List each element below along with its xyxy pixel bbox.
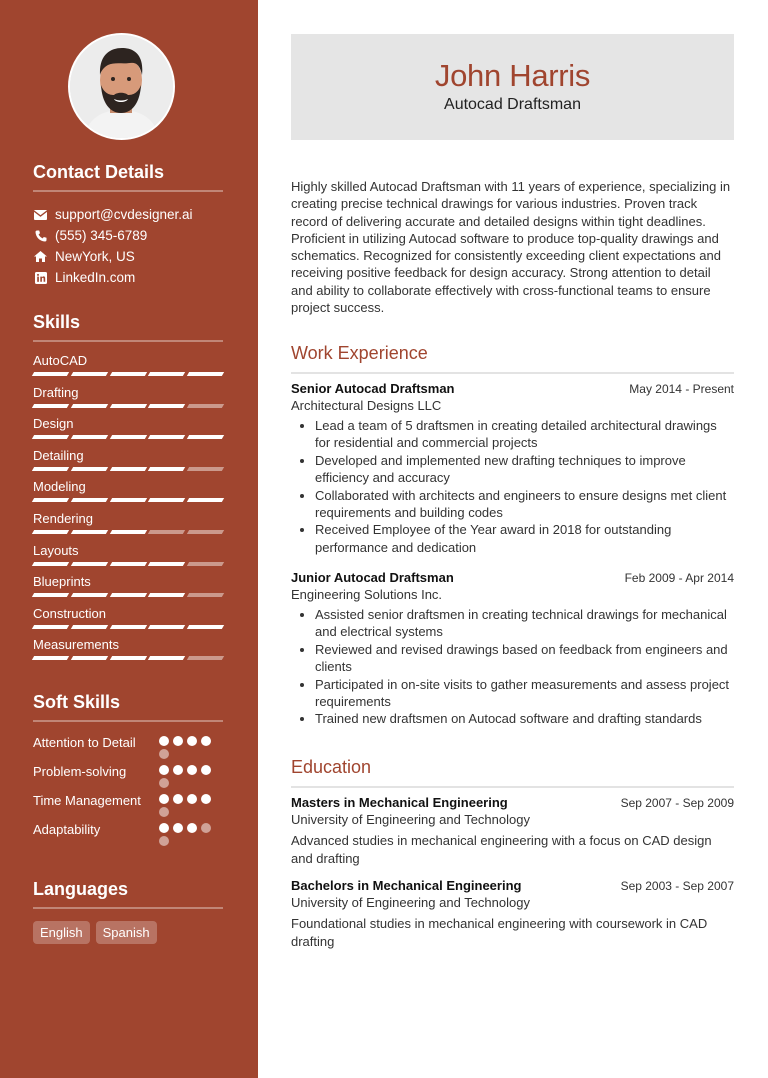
skill-level-segment xyxy=(187,467,224,471)
job-entry xyxy=(291,570,734,728)
soft-skill-item xyxy=(33,734,223,759)
job-dates: May 2014 - Present xyxy=(629,382,734,396)
rating-dot xyxy=(159,765,169,775)
skill-level-segment xyxy=(148,562,185,566)
skill-level-bar xyxy=(33,435,223,439)
soft-skill-item xyxy=(33,821,223,846)
skill-level-segment xyxy=(109,372,146,376)
profile-photo xyxy=(70,35,173,138)
rating-dot xyxy=(159,794,169,804)
skill-name: Design xyxy=(33,416,74,432)
skills-list xyxy=(33,353,223,669)
soft-skill-name: Problem-solving xyxy=(33,764,127,779)
soft-skill-rating xyxy=(159,792,223,817)
phone-icon xyxy=(33,228,48,243)
skill-level-bar xyxy=(33,656,223,660)
contact-email[interactable] xyxy=(33,204,223,225)
rating-dot xyxy=(159,836,169,846)
education-description: Advanced studies in mechanical engineering with a focus on CAD design and drafting xyxy=(291,833,712,866)
soft-skill-rating xyxy=(159,821,223,846)
soft-skill-item xyxy=(33,792,223,817)
school-name: University of Engineering and Technology xyxy=(291,812,530,827)
skill-level-segment xyxy=(32,562,69,566)
skill-level-bar xyxy=(33,593,223,597)
skill-level-segment xyxy=(148,656,185,660)
skill-level-segment xyxy=(32,593,69,597)
skill-level-segment xyxy=(109,435,146,439)
soft-skill-name: Attention to Detail xyxy=(33,735,136,750)
skill-level-segment xyxy=(71,562,108,566)
envelope-icon xyxy=(33,207,48,222)
degree-title: Bachelors in Mechanical Engineering xyxy=(291,878,522,893)
soft-skills-title: Soft Skills xyxy=(33,692,223,722)
skill-level-bar xyxy=(33,498,223,502)
contact-location-text: NewYork, US xyxy=(55,249,135,264)
contact-phone[interactable] xyxy=(33,225,223,246)
languages-section xyxy=(33,879,223,944)
skill-level-bar xyxy=(33,562,223,566)
skill-level-segment xyxy=(32,372,69,376)
avatar xyxy=(68,33,175,140)
skill-level-segment xyxy=(109,467,146,471)
skill-level-bar xyxy=(33,530,223,534)
skill-level-segment xyxy=(71,404,108,408)
name-header xyxy=(291,34,734,140)
language-tag: English xyxy=(33,921,90,944)
job-bullet: • Trained new draftsmen on Autocad software and drafting standards xyxy=(315,710,734,727)
rating-dot xyxy=(159,823,169,833)
skill-level-segment xyxy=(148,625,185,629)
rating-dot xyxy=(187,794,197,804)
skill-level-bar xyxy=(33,625,223,629)
skill-level-segment xyxy=(71,656,108,660)
rating-dot xyxy=(173,794,183,804)
skill-level-segment xyxy=(187,562,224,566)
skill-level-segment xyxy=(71,593,108,597)
skill-level-segment xyxy=(109,498,146,502)
education-entry xyxy=(291,795,734,867)
soft-skills-section xyxy=(33,692,223,850)
skill-level-segment xyxy=(148,404,185,408)
languages-title: Languages xyxy=(33,879,223,909)
soft-skill-rating xyxy=(159,763,223,788)
skill-level-segment xyxy=(109,656,146,660)
skill-name: Drafting xyxy=(33,384,79,400)
skill-level-segment xyxy=(32,530,69,534)
contact-section xyxy=(33,162,223,288)
job-bullet: • Collaborated with architects and engineers to ensure designs met client requirements and building codes xyxy=(315,487,734,522)
rating-dot xyxy=(201,736,211,746)
rating-dot xyxy=(187,736,197,746)
skill-level-segment xyxy=(71,625,108,629)
contact-email-text: support@cvdesigner.ai xyxy=(55,207,193,222)
job-dates: Feb 2009 - Apr 2014 xyxy=(624,571,734,585)
rating-dot xyxy=(187,765,197,775)
skill-level-segment xyxy=(32,625,69,629)
job-bullet: • Reviewed and revised drawings based on feedback from engineers and clients xyxy=(315,641,734,676)
education-title: Education xyxy=(291,757,734,788)
skill-level-segment xyxy=(32,404,69,408)
skill-level-segment xyxy=(187,593,224,597)
languages-list xyxy=(33,921,223,944)
skills-title: Skills xyxy=(33,312,223,342)
skill-item xyxy=(33,416,223,448)
skill-item xyxy=(33,479,223,511)
skill-item xyxy=(33,637,223,669)
contact-location xyxy=(33,246,223,267)
skill-item xyxy=(33,543,223,575)
skill-name: Modeling xyxy=(33,479,86,495)
skills-section xyxy=(33,312,223,669)
skill-level-segment xyxy=(109,404,146,408)
skill-item xyxy=(33,448,223,480)
skill-level-segment xyxy=(187,498,224,502)
work-experience-title: Work Experience xyxy=(291,343,734,374)
skill-level-segment xyxy=(109,562,146,566)
rating-dot xyxy=(173,765,183,775)
rating-dot xyxy=(173,736,183,746)
skill-name: Layouts xyxy=(33,542,79,558)
skill-level-segment xyxy=(32,467,69,471)
language-tag: Spanish xyxy=(96,921,157,944)
skill-level-segment xyxy=(109,530,146,534)
contact-linkedin-text: LinkedIn.com xyxy=(55,270,136,285)
school-name: University of Engineering and Technology xyxy=(291,895,530,910)
rating-dot xyxy=(159,736,169,746)
skill-level-segment xyxy=(71,435,108,439)
sidebar xyxy=(0,0,258,1078)
education-entry xyxy=(291,878,734,950)
rating-dot xyxy=(201,823,211,833)
skill-level-segment xyxy=(187,656,224,660)
contact-phone-text: (555) 345-6789 xyxy=(55,228,148,243)
skill-level-bar xyxy=(33,467,223,471)
soft-skill-name: Time Management xyxy=(33,793,141,808)
job-title: Senior Autocad Draftsman xyxy=(291,381,455,396)
skill-level-bar xyxy=(33,372,223,376)
job-company: Architectural Designs LLC xyxy=(291,398,442,413)
skill-level-segment xyxy=(187,372,224,376)
skill-level-segment xyxy=(148,435,185,439)
skill-name: Blueprints xyxy=(33,574,91,590)
contact-title: Contact Details xyxy=(33,162,223,192)
profile-summary: Highly skilled Autocad Draftsman with 11 years of experience, specializing in creating precise technical drawings for various industries. Proven track record of delivering accurate and detailed designs within tight deadlines. Proficient in utilizing Autocad software to produce top-quality drawings and schematics. Recognized for consistently exceeding client expectations and receiving positive feedback for design accuracy. Strong attention to detail and ability to collaborate effectively with cross-functional teams to ensure project success. xyxy=(291,179,731,316)
skill-level-segment xyxy=(187,404,224,408)
skill-level-segment xyxy=(148,467,185,471)
skill-item xyxy=(33,574,223,606)
skill-level-segment xyxy=(71,498,108,502)
skill-level-segment xyxy=(71,467,108,471)
soft-skill-rating xyxy=(159,734,223,759)
skill-level-segment xyxy=(109,625,146,629)
job-bullet: • Received Employee of the Year award in 2018 for outstanding performance and dedication xyxy=(315,521,734,556)
skill-item xyxy=(33,511,223,543)
skill-level-segment xyxy=(148,530,185,534)
soft-skills-list xyxy=(33,734,223,846)
skill-name: Rendering xyxy=(33,510,93,526)
person-name: John Harris xyxy=(434,58,591,93)
education-description: Foundational studies in mechanical engineering with coursework in CAD drafting xyxy=(291,916,708,949)
job-entry xyxy=(291,381,734,556)
job-bullet: • Developed and implemented new drafting techniques to improve efficiency and accuracy xyxy=(315,452,734,487)
skill-level-segment xyxy=(32,435,69,439)
skill-level-segment xyxy=(32,498,69,502)
skill-name: Measurements xyxy=(33,637,119,653)
linkedin-icon xyxy=(33,270,48,285)
skill-level-segment xyxy=(32,656,69,660)
soft-skill-item xyxy=(33,763,223,788)
rating-dot xyxy=(201,765,211,775)
skill-item xyxy=(33,385,223,417)
job-title: Junior Autocad Draftsman xyxy=(291,570,454,585)
job-bullets xyxy=(291,606,734,728)
rating-dot xyxy=(187,823,197,833)
skill-item xyxy=(33,353,223,385)
skill-level-bar xyxy=(33,404,223,408)
skill-level-segment xyxy=(187,435,224,439)
education-dates: Sep 2003 - Sep 2007 xyxy=(620,879,734,893)
job-bullet: • Lead a team of 5 draftsmen in creating detailed architectural drawings for residential and commercial projects xyxy=(315,417,734,452)
job-bullet: • Participated in on-site visits to gather measurements and assess project requirements xyxy=(315,676,734,711)
skill-level-segment xyxy=(187,625,224,629)
rating-dot xyxy=(159,807,169,817)
skill-level-segment xyxy=(148,593,185,597)
skill-item xyxy=(33,606,223,638)
job-company: Engineering Solutions Inc. xyxy=(291,587,443,602)
soft-skill-name: Adaptability xyxy=(33,822,101,837)
skill-level-segment xyxy=(187,530,224,534)
skill-level-segment xyxy=(71,372,108,376)
skill-level-segment xyxy=(148,372,185,376)
education-dates: Sep 2007 - Sep 2009 xyxy=(620,796,734,810)
rating-dot xyxy=(173,823,183,833)
home-icon xyxy=(33,249,48,264)
skill-level-segment xyxy=(148,498,185,502)
skill-name: Detailing xyxy=(33,447,84,463)
degree-title: Masters in Mechanical Engineering xyxy=(291,795,508,810)
skill-name: Construction xyxy=(33,605,106,621)
rating-dot xyxy=(201,794,211,804)
contact-linkedin[interactable] xyxy=(33,267,223,288)
job-bullets xyxy=(291,417,734,556)
skill-level-segment xyxy=(109,593,146,597)
skill-level-segment xyxy=(71,530,108,534)
person-title: Autocad Draftsman xyxy=(444,96,581,113)
skill-name: AutoCAD xyxy=(33,353,88,368)
rating-dot xyxy=(159,749,169,759)
job-bullet: • Assisted senior draftsmen in creating technical drawings for mechanical and electrical systems xyxy=(315,606,734,641)
rating-dot xyxy=(159,778,169,788)
